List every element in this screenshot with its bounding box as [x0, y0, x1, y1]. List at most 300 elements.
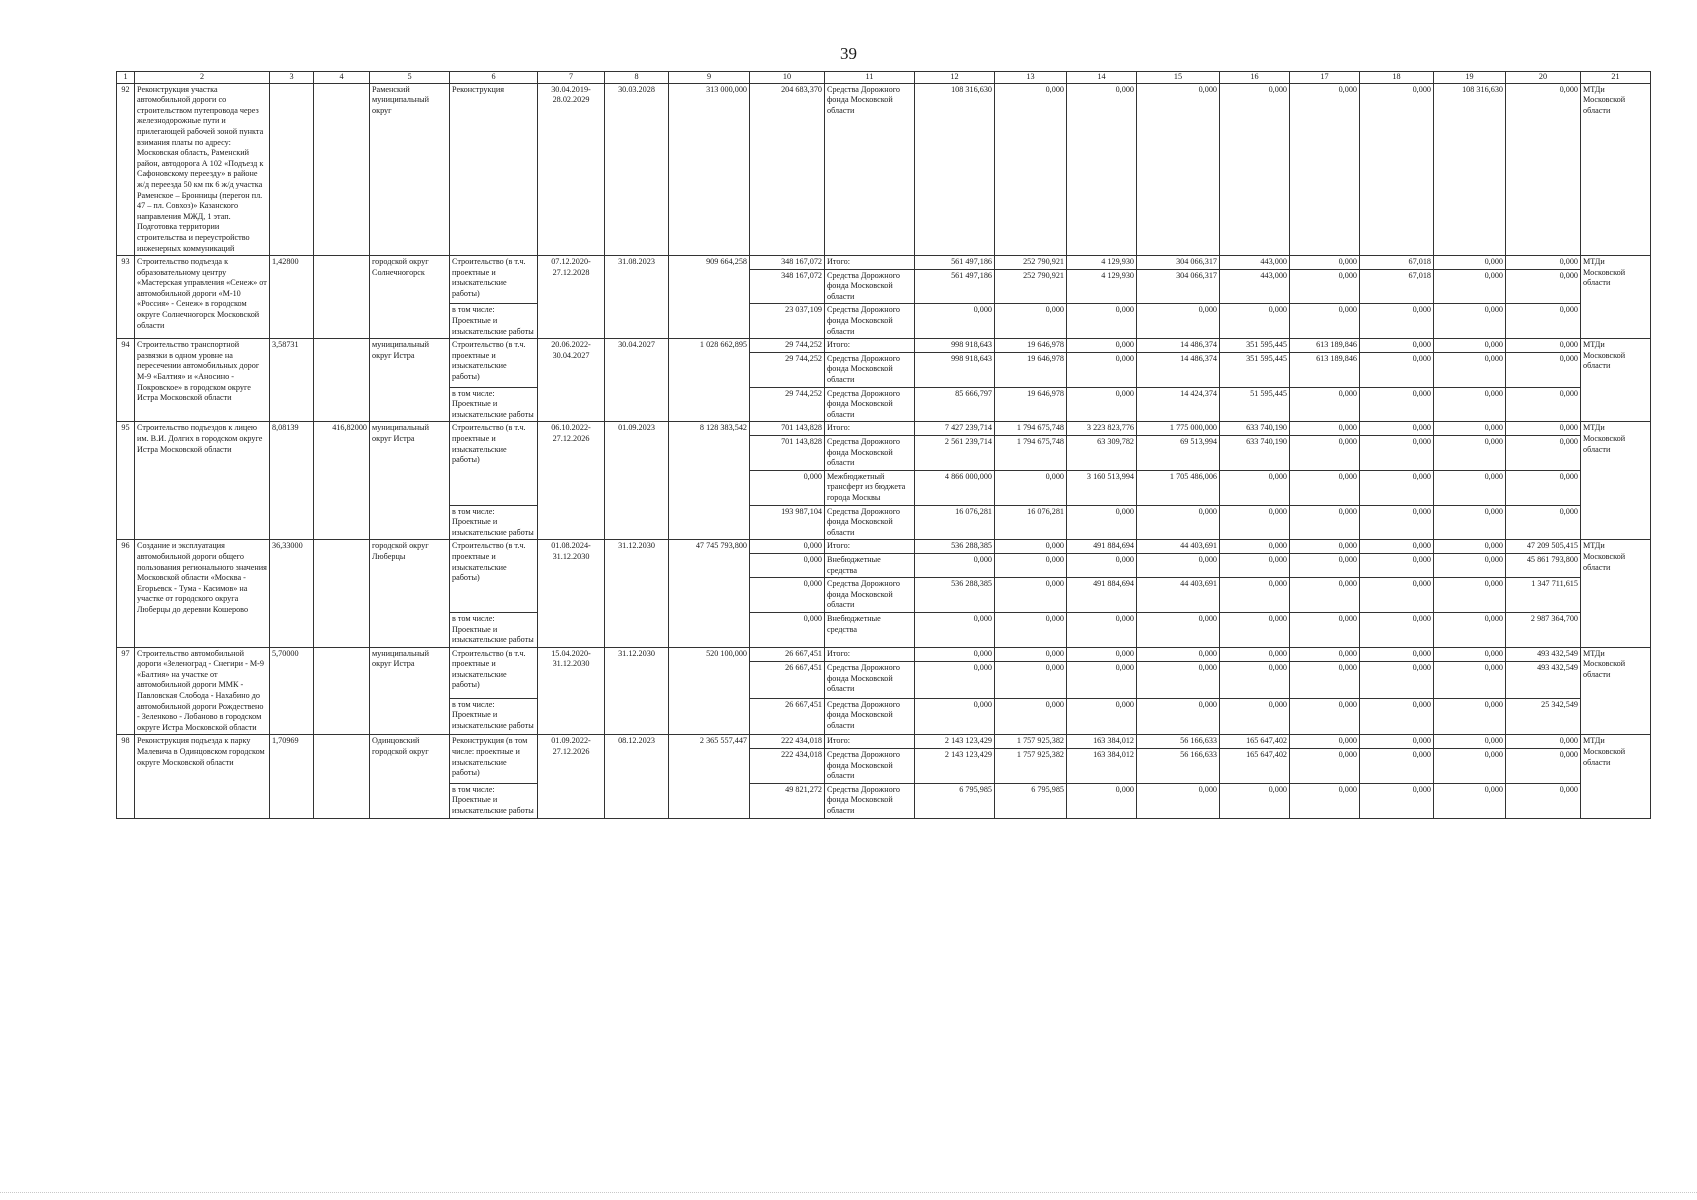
project-completion-date: 30.03.2028 [605, 83, 669, 256]
funding-value: 0,000 [1220, 505, 1290, 540]
funding-value: 0,000 [1434, 352, 1506, 387]
funding-value: 19 646,978 [995, 352, 1067, 387]
funding-value: 0,000 [1434, 256, 1506, 270]
work-type: в том числе: Проектные и изыскательские работы [450, 505, 538, 540]
funding-source: Средства Дорожного фонда Московской области [825, 783, 915, 818]
project-capacity [270, 83, 314, 256]
project-location: муниципальный округ Истра [370, 422, 450, 540]
column-number: 16 [1220, 72, 1290, 84]
funded-before: 222 434,018 [750, 735, 825, 749]
funding-value: 19 646,978 [995, 339, 1067, 353]
funding-value: 47 209 505,415 [1506, 540, 1581, 554]
work-type: Строительство (в т.ч. проектные и изыскательские работы) [450, 256, 538, 304]
funding-value: 45 861 793,800 [1506, 553, 1581, 577]
funding-value: 163 384,012 [1067, 749, 1137, 784]
funding-value: 0,000 [1067, 83, 1137, 256]
funding-value: 0,000 [1434, 304, 1506, 339]
project-number: 97 [117, 647, 135, 735]
funding-source: Средства Дорожного фонда Московской области [825, 749, 915, 784]
funding-source: Средства Дорожного фонда Московской области [825, 436, 915, 471]
funding-value: 0,000 [1137, 612, 1220, 647]
project-number: 94 [117, 339, 135, 422]
column-number: 4 [314, 72, 370, 84]
funding-value: 85 666,797 [915, 387, 995, 422]
funding-value: 1 705 486,006 [1137, 470, 1220, 505]
project-name: Реконструкция участка автомобильной дороги со строительством путепровода через железнодорожные пути и прилегающей рабочей зоной пункта взимания платы по адресу: Московская область, Раменский район, автодорога А 102 «Подъезд к Сафоновскому переезду» в районе ж/д переезда 50 км пк 6 ж/д участка Раменское – Бронницы (перегон пл. 47 – пл. Совхоз)» Казанского направления МЖД, 1 этап. Подготовка территории строительства и переустройство инженерных коммуникаций [135, 83, 270, 256]
funding-value: 561 497,186 [915, 256, 995, 270]
funding-value: 0,000 [1434, 647, 1506, 661]
project-extra-capacity [314, 339, 370, 422]
funding-source: Итого: [825, 339, 915, 353]
project-period: 20.06.2022-30.04.2027 [538, 339, 605, 422]
funding-value: 0,000 [1290, 749, 1360, 784]
project-extra-capacity: 416,82000 [314, 422, 370, 540]
funding-value: 0,000 [1067, 783, 1137, 818]
funding-value: 491 884,694 [1067, 578, 1137, 613]
project-location: муниципальный округ Истра [370, 647, 450, 735]
column-number: 1 [117, 72, 135, 84]
funding-value: 0,000 [995, 578, 1067, 613]
work-type: в том числе: Проектные и изыскательские работы [450, 698, 538, 735]
funding-value: 0,000 [1506, 387, 1581, 422]
funding-value: 0,000 [1360, 783, 1434, 818]
funding-value: 0,000 [1434, 662, 1506, 699]
funded-before: 26 667,451 [750, 647, 825, 661]
project-extra-capacity [314, 83, 370, 256]
funding-value: 0,000 [1137, 83, 1220, 256]
funding-value: 19 646,978 [995, 387, 1067, 422]
funding-value: 0,000 [1434, 735, 1506, 749]
funded-before: 193 987,104 [750, 505, 825, 540]
column-number: 14 [1067, 72, 1137, 84]
funding-value: 0,000 [1290, 436, 1360, 471]
project-extra-capacity [314, 256, 370, 339]
funding-value: 0,000 [1360, 422, 1434, 436]
project-cost: 47 745 793,800 [669, 540, 750, 647]
column-number: 10 [750, 72, 825, 84]
funding-value: 0,000 [1137, 647, 1220, 661]
funding-source: Средства Дорожного фонда Московской области [825, 304, 915, 339]
funding-value: 0,000 [1506, 735, 1581, 749]
work-type: Строительство (в т.ч. проектные и изыскательские работы) [450, 540, 538, 613]
funding-value: 0,000 [995, 612, 1067, 647]
funding-value: 0,000 [1290, 304, 1360, 339]
project-period: 30.04.2019-28.02.2029 [538, 83, 605, 256]
funding-value: 0,000 [1506, 783, 1581, 818]
funding-value: 0,000 [1067, 352, 1137, 387]
funding-value: 44 403,691 [1137, 578, 1220, 613]
work-type: в том числе: Проектные и изыскательские работы [450, 304, 538, 339]
funded-before: 701 143,828 [750, 422, 825, 436]
funding-value: 0,000 [1434, 783, 1506, 818]
project-completion-date: 31.12.2030 [605, 540, 669, 647]
funded-before: 222 434,018 [750, 749, 825, 784]
funding-value: 0,000 [1360, 662, 1434, 699]
project-capacity: 8,08139 [270, 422, 314, 540]
funding-value: 56 166,633 [1137, 735, 1220, 749]
funding-value: 0,000 [1290, 783, 1360, 818]
responsible-agency: МТДи Московской области [1581, 422, 1651, 540]
project-capacity: 36,33000 [270, 540, 314, 647]
funding-value: 443,000 [1220, 256, 1290, 270]
funding-value: 304 066,317 [1137, 256, 1220, 270]
work-type: в том числе: Проектные и изыскательские работы [450, 612, 538, 647]
funding-value: 0,000 [1220, 783, 1290, 818]
funding-value: 51 595,445 [1220, 387, 1290, 422]
funding-value: 0,000 [1220, 553, 1290, 577]
funding-value: 69 513,994 [1137, 436, 1220, 471]
funded-before: 26 667,451 [750, 698, 825, 735]
funding-value: 0,000 [1067, 612, 1137, 647]
funding-value: 0,000 [1434, 422, 1506, 436]
funding-value: 0,000 [1220, 470, 1290, 505]
funding-value: 0,000 [1137, 662, 1220, 699]
funding-value: 0,000 [1506, 352, 1581, 387]
project-name: Реконструкция подъезда к парку Малевича в Одинцовском городском округе Московской области [135, 735, 270, 818]
funding-value: 6 795,985 [995, 783, 1067, 818]
funding-value: 0,000 [1360, 505, 1434, 540]
funding-value: 0,000 [1434, 387, 1506, 422]
funding-value: 108 316,630 [915, 83, 995, 256]
funded-before: 29 744,252 [750, 339, 825, 353]
column-number: 3 [270, 72, 314, 84]
funded-before: 26 667,451 [750, 662, 825, 699]
funded-before: 49 821,272 [750, 783, 825, 818]
funding-source: Средства Дорожного фонда Московской области [825, 662, 915, 699]
funding-value: 7 427 239,714 [915, 422, 995, 436]
funded-before: 0,000 [750, 540, 825, 554]
table-row [117, 735, 1651, 749]
funding-value: 0,000 [1360, 83, 1434, 256]
funding-value: 1 794 675,748 [995, 422, 1067, 436]
project-name: Создание и эксплуатация автомобильной дороги общего пользования регионального значения Московской области «Москва - Егорьевск - Тума - Касимов» на участке от городского округа Люберцы до деревни Кошерово [135, 540, 270, 647]
funding-value: 0,000 [915, 662, 995, 699]
funding-value: 0,000 [1434, 540, 1506, 554]
funding-value: 0,000 [995, 553, 1067, 577]
responsible-agency: МТДи Московской области [1581, 339, 1651, 422]
project-location: муниципальный округ Истра [370, 339, 450, 422]
funding-value: 14 424,374 [1137, 387, 1220, 422]
project-capacity: 1,42800 [270, 256, 314, 339]
funded-before: 348 167,072 [750, 256, 825, 270]
project-period: 01.09.2022-27.12.2026 [538, 735, 605, 818]
project-number: 93 [117, 256, 135, 339]
project-cost: 520 100,000 [669, 647, 750, 735]
funding-value: 1 757 925,382 [995, 735, 1067, 749]
table-row [117, 83, 1651, 256]
responsible-agency: МТДи Московской области [1581, 735, 1651, 818]
funding-value: 536 288,385 [915, 540, 995, 554]
funding-value: 493 432,549 [1506, 647, 1581, 661]
funding-value: 0,000 [1506, 269, 1581, 304]
funding-value: 0,000 [1290, 256, 1360, 270]
funding-value: 0,000 [1434, 553, 1506, 577]
funding-value: 0,000 [1220, 578, 1290, 613]
funding-source: Внебюджетные средства [825, 612, 915, 647]
funding-value: 67,018 [1360, 269, 1434, 304]
project-location: городской округ Люберцы [370, 540, 450, 647]
project-completion-date: 31.08.2023 [605, 256, 669, 339]
column-number: 11 [825, 72, 915, 84]
responsible-agency: МТДи Московской области [1581, 83, 1651, 256]
funded-before: 0,000 [750, 612, 825, 647]
funding-value: 304 066,317 [1137, 269, 1220, 304]
project-number: 92 [117, 83, 135, 256]
column-number: 17 [1290, 72, 1360, 84]
funding-source: Итого: [825, 735, 915, 749]
funding-value: 536 288,385 [915, 578, 995, 613]
funding-value: 998 918,643 [915, 339, 995, 353]
funded-before: 0,000 [750, 553, 825, 577]
funding-value: 491 884,694 [1067, 540, 1137, 554]
funding-value: 1 794 675,748 [995, 436, 1067, 471]
funding-value: 0,000 [1506, 505, 1581, 540]
funding-value: 56 166,633 [1137, 749, 1220, 784]
project-capacity: 5,70000 [270, 647, 314, 735]
work-type: в том числе: Проектные и изыскательские работы [450, 387, 538, 422]
funding-value: 0,000 [1434, 698, 1506, 735]
funding-value: 4 129,930 [1067, 269, 1137, 304]
funding-value: 351 595,445 [1220, 339, 1290, 353]
project-capacity: 3,58731 [270, 339, 314, 422]
funding-value: 6 795,985 [915, 783, 995, 818]
funding-value: 0,000 [1506, 749, 1581, 784]
funding-value: 0,000 [1360, 578, 1434, 613]
funding-value: 613 189,846 [1290, 339, 1360, 353]
funding-value: 4 129,930 [1067, 256, 1137, 270]
project-extra-capacity [314, 735, 370, 818]
funded-before: 348 167,072 [750, 269, 825, 304]
funding-value: 0,000 [915, 304, 995, 339]
funding-value: 165 647,402 [1220, 749, 1290, 784]
project-location: Раменский муниципальный округ [370, 83, 450, 256]
funding-source: Средства Дорожного фонда Московской области [825, 352, 915, 387]
funding-value: 2 143 123,429 [915, 749, 995, 784]
funding-value: 0,000 [1506, 339, 1581, 353]
funding-value: 0,000 [1290, 735, 1360, 749]
column-number: 2 [135, 72, 270, 84]
funding-value: 0,000 [1137, 783, 1220, 818]
funding-source: Итого: [825, 422, 915, 436]
column-number: 8 [605, 72, 669, 84]
project-name: Строительство транспортной развязки в одном уровне на пересечении автомобильных дорог М-9 «Балтия» и «Аносино - Покровское» в городском округе Истра Московской области [135, 339, 270, 422]
project-cost: 909 664,258 [669, 256, 750, 339]
table-row [117, 540, 1651, 554]
funding-value: 0,000 [1067, 339, 1137, 353]
funding-value: 0,000 [1360, 749, 1434, 784]
work-type: Реконструкция [450, 83, 538, 256]
project-completion-date: 30.04.2027 [605, 339, 669, 422]
funding-value: 16 076,281 [915, 505, 995, 540]
funding-source: Средства Дорожного фонда Московской области [825, 83, 915, 256]
funding-value: 0,000 [1360, 698, 1434, 735]
funding-source: Итого: [825, 256, 915, 270]
table-row [117, 647, 1651, 661]
funding-value: 0,000 [1434, 578, 1506, 613]
funding-value: 0,000 [1137, 304, 1220, 339]
funding-value: 0,000 [995, 647, 1067, 661]
project-extra-capacity [314, 540, 370, 647]
project-cost: 2 365 557,447 [669, 735, 750, 818]
funding-value: 0,000 [1137, 698, 1220, 735]
project-name: Строительство подъездов к лицею им. В.И. Долгих в городском округе Истра Московской области [135, 422, 270, 540]
funding-value: 0,000 [1067, 304, 1137, 339]
funding-value: 0,000 [1067, 387, 1137, 422]
funding-value: 0,000 [915, 553, 995, 577]
funding-source: Итого: [825, 540, 915, 554]
funding-value: 0,000 [1067, 698, 1137, 735]
funding-value: 0,000 [1067, 647, 1137, 661]
funding-value: 561 497,186 [915, 269, 995, 304]
funding-value: 0,000 [1290, 662, 1360, 699]
column-number-row [117, 72, 1651, 84]
funding-value: 0,000 [1067, 662, 1137, 699]
column-number: 18 [1360, 72, 1434, 84]
funding-value: 0,000 [915, 612, 995, 647]
column-number: 20 [1506, 72, 1581, 84]
project-cost: 1 028 662,895 [669, 339, 750, 422]
funding-value: 0,000 [1220, 647, 1290, 661]
funding-value: 252 790,921 [995, 269, 1067, 304]
funding-value: 2 987 364,700 [1506, 612, 1581, 647]
funding-value: 0,000 [1434, 749, 1506, 784]
funded-before: 29 744,252 [750, 387, 825, 422]
funded-before: 23 037,109 [750, 304, 825, 339]
project-period: 15.04.2020-31.12.2030 [538, 647, 605, 735]
work-type: в том числе: Проектные и изыскательские работы [450, 783, 538, 818]
funding-source: Средства Дорожного фонда Московской области [825, 505, 915, 540]
scan-edge-line [0, 1192, 1697, 1194]
funded-before: 701 143,828 [750, 436, 825, 471]
project-location: городской округ Солнечногорск [370, 256, 450, 339]
funding-value: 0,000 [1220, 540, 1290, 554]
funding-value: 1 757 925,382 [995, 749, 1067, 784]
funding-source: Средства Дорожного фонда Московской области [825, 578, 915, 613]
funding-value: 0,000 [1360, 553, 1434, 577]
funding-value: 14 486,374 [1137, 339, 1220, 353]
column-number: 13 [995, 72, 1067, 84]
project-capacity: 1,70969 [270, 735, 314, 818]
funding-value: 0,000 [1290, 540, 1360, 554]
funding-value: 0,000 [995, 662, 1067, 699]
project-number: 95 [117, 422, 135, 540]
funding-value: 0,000 [995, 470, 1067, 505]
funding-value: 0,000 [1506, 470, 1581, 505]
table-row [117, 422, 1651, 436]
funding-source: Средства Дорожного фонда Московской области [825, 269, 915, 304]
project-extra-capacity [314, 647, 370, 735]
funding-value: 0,000 [995, 540, 1067, 554]
project-cost: 8 128 383,542 [669, 422, 750, 540]
funding-value: 1 347 711,615 [1506, 578, 1581, 613]
funded-before: 0,000 [750, 578, 825, 613]
funding-value: 4 866 000,000 [915, 470, 995, 505]
column-number: 9 [669, 72, 750, 84]
funding-value: 0,000 [1360, 470, 1434, 505]
funded-before: 204 683,370 [750, 83, 825, 256]
funding-value: 0,000 [1360, 735, 1434, 749]
funding-value: 63 309,782 [1067, 436, 1137, 471]
funding-value: 0,000 [1360, 352, 1434, 387]
funding-value: 0,000 [1290, 387, 1360, 422]
column-number: 19 [1434, 72, 1506, 84]
responsible-agency: МТДи Московской области [1581, 256, 1651, 339]
funding-value: 0,000 [1360, 540, 1434, 554]
page-number: 39 [840, 44, 857, 63]
funding-value: 0,000 [1434, 505, 1506, 540]
funding-value: 2 561 239,714 [915, 436, 995, 471]
funding-value: 0,000 [1290, 612, 1360, 647]
funding-value: 0,000 [1290, 269, 1360, 304]
funding-value: 0,000 [995, 698, 1067, 735]
column-number: 15 [1137, 72, 1220, 84]
funding-value: 633 740,190 [1220, 422, 1290, 436]
funding-value: 163 384,012 [1067, 735, 1137, 749]
work-type: Реконструкция (в том числе: проектные и изыскательские работы) [450, 735, 538, 783]
funding-value: 16 076,281 [995, 505, 1067, 540]
funding-source: Средства Дорожного фонда Московской области [825, 698, 915, 735]
funding-value: 14 486,374 [1137, 352, 1220, 387]
funding-value: 0,000 [1290, 422, 1360, 436]
funding-value: 0,000 [1360, 339, 1434, 353]
table-row [117, 339, 1651, 353]
funding-value: 0,000 [1290, 647, 1360, 661]
funding-value: 351 595,445 [1220, 352, 1290, 387]
funding-value: 0,000 [1360, 304, 1434, 339]
funding-value: 0,000 [1067, 553, 1137, 577]
table-row [117, 256, 1651, 270]
column-number: 7 [538, 72, 605, 84]
project-name: Строительство подъезда к образовательному центру «Мастерская управления «Сенеж» от автомобильной дороги «М-10 «Россия» - Сенеж» в городском округе Солнечногорск Московской области [135, 256, 270, 339]
funding-value: 0,000 [995, 83, 1067, 256]
column-number: 6 [450, 72, 538, 84]
project-completion-date: 01.09.2023 [605, 422, 669, 540]
project-period: 01.08.2024-31.12.2030 [538, 540, 605, 647]
funding-value: 0,000 [1506, 436, 1581, 471]
funding-value: 0,000 [1220, 662, 1290, 699]
funding-value: 493 432,549 [1506, 662, 1581, 699]
funding-value: 0,000 [1434, 612, 1506, 647]
funding-value: 633 740,190 [1220, 436, 1290, 471]
project-name: Строительство автомобильной дороги «Зеленоград - Снегири - М-9 «Балтия» на участке от автомобильной дороги ММК - Павловская Слобода - Нахабино до автомобильной дороги Рождествено - Зеленково - Лобаново в городском округе Истра Московской области [135, 647, 270, 735]
column-number: 12 [915, 72, 995, 84]
funding-value: 0,000 [1506, 304, 1581, 339]
project-cost: 313 000,000 [669, 83, 750, 256]
funding-source: Межбюджетный трансферт из бюджета города Москвы [825, 470, 915, 505]
funding-value: 0,000 [1360, 387, 1434, 422]
funding-source: Итого: [825, 647, 915, 661]
funding-source: Внебюджетные средства [825, 553, 915, 577]
funding-value: 0,000 [1220, 83, 1290, 256]
funding-value: 2 143 123,429 [915, 735, 995, 749]
funding-value: 0,000 [1506, 256, 1581, 270]
funding-value: 44 403,691 [1137, 540, 1220, 554]
funding-value: 0,000 [1434, 339, 1506, 353]
funding-value: 0,000 [1360, 647, 1434, 661]
project-number: 98 [117, 735, 135, 818]
work-type: Строительство (в т.ч. проектные и изыскательские работы) [450, 339, 538, 387]
project-period: 07.12.2020-27.12.2028 [538, 256, 605, 339]
funding-value: 108 316,630 [1434, 83, 1506, 256]
funding-value: 0,000 [1137, 505, 1220, 540]
investment-projects-table [116, 71, 1651, 819]
funding-value: 0,000 [1434, 436, 1506, 471]
responsible-agency: МТДи Московской области [1581, 540, 1651, 647]
funding-value: 0,000 [1220, 304, 1290, 339]
funding-value: 443,000 [1220, 269, 1290, 304]
funding-value: 1 775 000,000 [1137, 422, 1220, 436]
funding-value: 0,000 [1290, 553, 1360, 577]
